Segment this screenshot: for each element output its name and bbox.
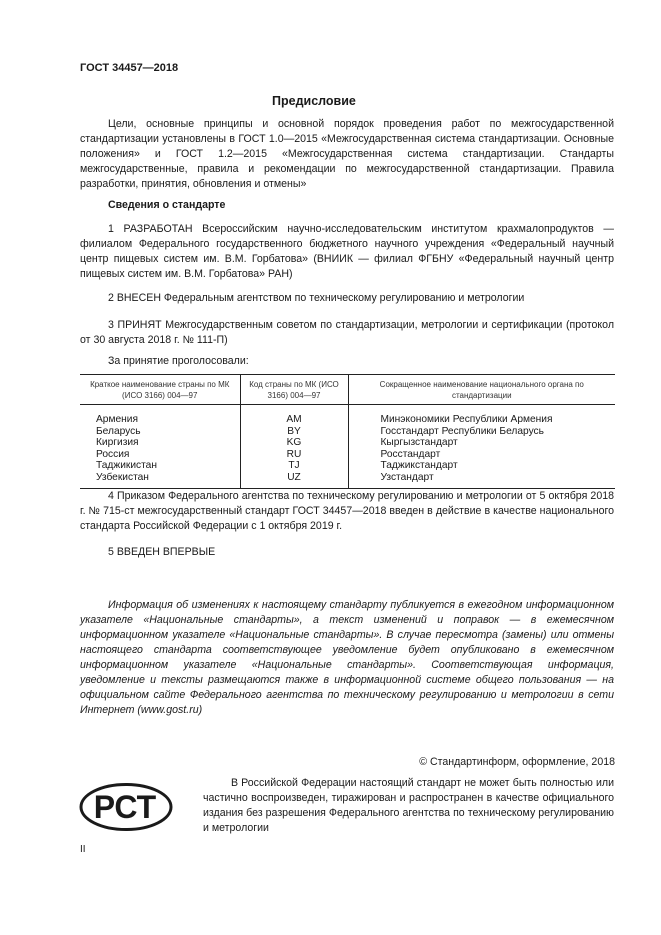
cell-country: Россия [96, 448, 130, 460]
intro-paragraph: Цели, основные принципы и основной порядок проведения работ по межгосударственной стандартизации установлены в ГОСТ 1.0—2015 «Межгосударственная система стандартизации. Основные положения» и ГОСТ 1.2—2015 «Межгосударственная система стандартизации. Стандарты межгосударственные, правила и рекомендации по межгосударственной стандартизации. Правила разработки, принятия, обновления и отмены» [80, 118, 614, 190]
cell-code: AM [240, 405, 348, 426]
header-national-body: Сокращенное наименование национального органа по стандартизации [348, 375, 615, 405]
table-row [80, 405, 615, 426]
cell-country: Беларусь [96, 425, 141, 437]
cell-code: RU [240, 449, 348, 461]
page-number: II [80, 844, 86, 855]
table-header-row [80, 375, 615, 405]
rst-certification-mark-icon [79, 782, 173, 832]
voted-label: За принятие проголосовали: [108, 355, 249, 367]
page-title-text: Предисловие [272, 94, 356, 108]
item-order: 4 Приказом Федерального агентства по техническому регулированию и метрологии от 5 октября 2018 г. № 715-ст межгосударственный стандарт ГОСТ 34457—2018 введен в действие в качестве национального стандарта Российской Федерации с 1 октября 2019 г. [80, 490, 614, 532]
cell-body: Росстандарт [380, 448, 441, 460]
table-row [80, 426, 615, 438]
page-title [0, 94, 661, 108]
cell-body: Госстандарт Республики Беларусь [380, 425, 544, 437]
cell-country: Армения [96, 414, 138, 425]
cell-body: Таджикстандарт [380, 460, 458, 472]
table-row [80, 449, 615, 461]
item-first-time: 5 ВВЕДЕН ВПЕРВЫЕ [108, 546, 216, 558]
item-introduced: 2 ВНЕСЕН Федеральным агентством по техническому регулированию и метрологии [108, 292, 525, 304]
table-row [80, 437, 615, 449]
cell-body: Минэкономики Республики Армения [380, 414, 553, 425]
table-row [80, 472, 615, 488]
cell-code: UZ [240, 472, 348, 488]
logo-text: РСТ [93, 789, 157, 825]
cell-country: Таджикистан [96, 460, 157, 472]
header-country-code: Код страны по МК (ИСО 3166) 004—97 [240, 375, 348, 405]
vote-table [80, 374, 615, 489]
cell-body: Кыргызстандарт [380, 437, 458, 449]
copyright-line: © Стандартинформ, оформление, 2018 [419, 756, 615, 768]
item-adopted: 3 ПРИНЯТ Межгосударственным советом по стандартизации, метрологии и сертификации (протокол от 30 августа 2018 г. № 111-П) [80, 319, 614, 346]
item-developed: 1 РАЗРАБОТАН Всероссийским научно-исследовательским институтом крахмалопродуктов — филиалом Федерального государственного бюджетного научного учреждения «Федеральный научный центр пищевых систем им. В.М. Горбатова» (ВНИИК — филиал ФГБНУ «Федеральный научный центр пищевых систем им. В.М. Горбатова» РАН) [80, 223, 614, 280]
rights-notice: В Российской Федерации настоящий стандарт не может быть полностью или частично воспроизведен, тиражирован и распространен в качестве официального издания без разрешения Федерального агентства по техническому регулированию и метрологии [203, 777, 614, 834]
section-heading: Сведения о стандарте [108, 199, 226, 211]
table-row [80, 460, 615, 472]
cell-code: TJ [240, 460, 348, 472]
cell-body: Узстандарт [348, 472, 615, 488]
cell-country: Узбекистан [80, 472, 240, 488]
cell-code: BY [240, 426, 348, 438]
standard-code: ГОСТ 34457—2018 [80, 62, 179, 74]
cell-code: KG [240, 437, 348, 449]
info-notice: Информация об изменениях к настоящему стандарту публикуется в ежегодном информационном указателе «Национальные стандарты», а текст изменений и поправок — в ежемесячном информационном указателе «Национальные стандарты». В случае пересмотра (замены) или отмены настоящего стандарта соответствующее уведомление будет опубликовано в ежемесячном информационном указателе «Национальные стандарты». Соответствующая информация, уведомление и тексты размещаются также в информационной системе общего пользования — на официальном сайте Федерального агентства по техническому регулированию и метрологии в сети Интернет (www.gost.ru) [80, 599, 614, 716]
header-country-name: Краткое наименование страны по МК (ИСО 3166) 004—97 [80, 375, 240, 405]
cell-country: Киргизия [96, 437, 139, 449]
